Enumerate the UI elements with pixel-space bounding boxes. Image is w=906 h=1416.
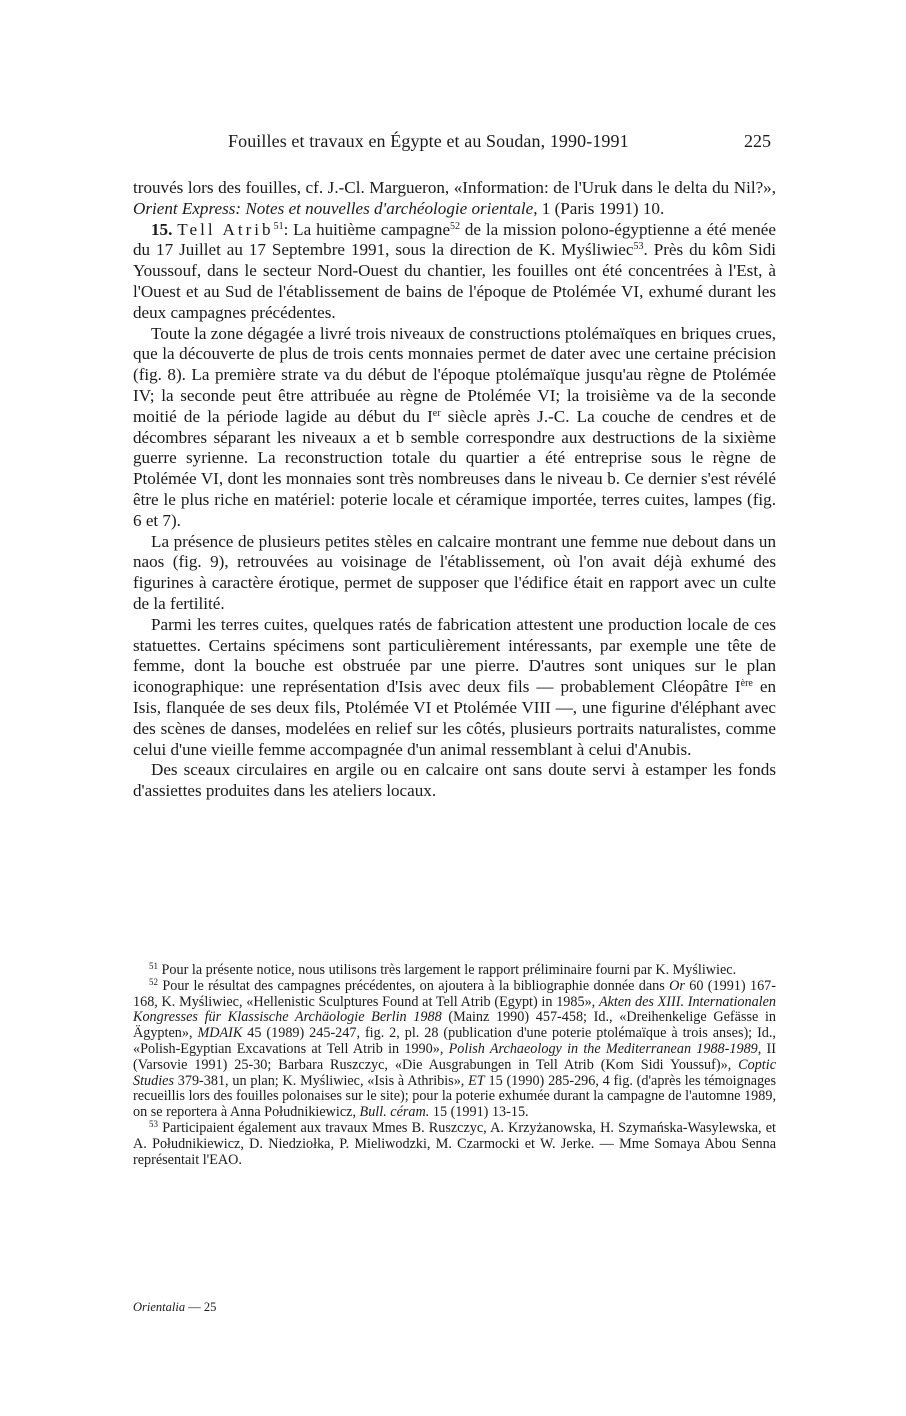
footnote-number: 51 — [149, 961, 158, 971]
running-header-title: Fouilles et travaux en Égypte et au Soudan, 1990-1991 — [228, 131, 629, 151]
footnotes — [133, 963, 776, 1168]
paragraph-continuation — [133, 178, 776, 220]
footnote-ref-53: 53 — [633, 241, 644, 253]
footnote-text: (Mainz 1990) 457-458; Id., «Dreihenkelige Gefässe in Ägypten», — [133, 1009, 776, 1042]
footnote-ref-52: 52 — [450, 220, 461, 232]
footnote-text: 15 (1990) 285-296, 4 fig. (d'après les témoignages recueillis lors des fouilles polonaises sur le site); pour la poterie exhumée durant la campagne de l'automne 1989, on se reportera à Anna Południkiewicz, — [133, 1072, 776, 1121]
citation-title: ET — [468, 1072, 485, 1089]
footnote-text: Pour le résultat des campagnes précédentes, on ajoutera à la bibliographie donnée dans — [158, 977, 670, 994]
footnote-number: 52 — [149, 976, 158, 987]
citation-title: Orient Express: Notes et nouvelles d'archéologie orientale — [133, 198, 534, 218]
footer-separator: — — [185, 1300, 204, 1314]
citation-title: Coptic Studies — [133, 1056, 776, 1089]
text-run: : La huitième campagne — [283, 219, 451, 239]
paragraph-zone-degagee — [133, 324, 776, 532]
page-footer — [133, 1300, 216, 1315]
citation-title: Or — [669, 977, 685, 994]
footnote-52 — [133, 976, 777, 1121]
ordinal-suffix: ère — [740, 678, 753, 690]
footnote-ref-51: 51 — [273, 220, 284, 232]
text-run: en Isis, flanquée de ses deux fils, Ptolémée VI et Ptolémée VIII —, une figurine d'éléphant avec des scènes de danses, modelées en relief sur les côtés, plusieurs portraits naturalistes, comme celui d'une vieille femme accompagnée d'un animal ressemblant à celui d'Anubis. — [133, 677, 776, 759]
footnote-53 — [133, 1118, 776, 1168]
footnote-text: 15 (1991) 13-15. — [429, 1104, 529, 1121]
footnote-text: 45 (1989) 245-247, fig. 2, pl. 28 (publication d'une poterie ptolémaïque à trois anses); Id., «Polish-Egyptian Excavations at Tell Atrib in 1990», — [133, 1025, 776, 1057]
citation-title: Akten des XIII. Internationalen Kongresses für Klassische Archäologie Berlin 1988 — [133, 993, 777, 1026]
text-run: trouvés lors des fouilles, cf. J.-Cl. Margueron, «Information: de l'Uruk dans le delta du Nil?», — [133, 178, 776, 197]
paragraph-steles: La présence de plusieurs petites stèles en calcaire montrant une femme nue debout dans un naos (fig. 9), retrouvées au voisinage de l'établissement, où l'on avait déjà exhumé des figurines à caractère érotique, permet de supposer que l'édifice était en rapport avec un culte de la fertilité. — [133, 531, 776, 613]
citation-title: Polish Archaeology in the Mediterranean 1988-1989 — [448, 1040, 758, 1057]
main-text — [133, 178, 776, 802]
text-run: Toute la zone dégagée a livré trois niveaux de constructions ptolémaïques en briques crues, que la découverte de plus de trois cents monnaies permet de dater avec une certaine précision (fig. 8). La première strate va du début de l'époque ptolémaïque jusqu'au règne de Ptolémée IV; la seconde peut être attribuée au règne de Ptolémée VI; la troisième va de la seconde moitié de la période lagide au début du I — [133, 323, 776, 426]
text-run: Parmi les terres cuites, quelques ratés de fabrication attestent une production locale de ces statuettes. Certains spécimens sont particulièrement intéressants, par exemple une tête de femme, dont la bouche est obstruée par une pierre. D'autres sont uniques sur le plan iconographique: une représentation d'Isis avec deux fils — probablement Cléopâtre I — [133, 614, 776, 697]
site-name: Tell Atrib — [177, 219, 274, 239]
text-run: . Près du kôm Sidi Youssouf, dans le secteur Nord-Ouest du chantier, les fouilles ont été concentrées à l'Est, à l'Ouest et au Sud de l'établissement de bains de l'époque de Ptolémée VI, exhumé durant les deux campagnes précédentes. — [133, 240, 777, 322]
paragraph-sceaux: Des sceaux circulaires en argile ou en calcaire ont sans doute servi à estamper les fonds d'assiettes produites dans les ateliers locaux. — [133, 760, 776, 801]
footnote-number: 53 — [149, 1118, 158, 1129]
signature-number: 25 — [203, 1300, 217, 1314]
ordinal-suffix: er — [432, 407, 441, 419]
citation-title: MDAIK — [197, 1025, 243, 1042]
text-run: , 1 (Paris 1991) 10. — [533, 198, 665, 218]
paragraph-terres-cuites — [133, 615, 776, 761]
text-run: de la mission polono-égyptienne a été menée du 17 Juillet au 17 Septembre 1991, sous la direction de K. Myśliwiec — [133, 219, 776, 260]
page-number: 225 — [744, 131, 771, 151]
section-number: 15. — [151, 219, 173, 239]
footnote-text: Pour la présente notice, nous utilisons très largement le rapport préliminaire fourni par K. Myśliwiec. — [158, 962, 737, 978]
footnote-text: 379-381, un plan; K. Myśliwiec, «Isis à Athribis», — [173, 1072, 469, 1089]
footnote-text: Participaient également aux travaux Mmes B. Ruszczyc, A. Krzyżanowska, H. Szymańska-Wasylewska, et A. Południkiewicz, D. Niedziołka, P. Mieliwodzki, M. Czarmocki et W. Jerke. — Mme Somaya Abou Senna représentait l'EAO. — [133, 1119, 776, 1168]
footnote-text: 60 (1991) 167-168, K. Myśliwiec, «Hellenistic Sculptures Found at Tell Atrib (Egypt) in 1985», — [133, 977, 776, 1010]
footnote-51 — [133, 963, 776, 979]
journal-name: Orientalia — [133, 1300, 186, 1314]
section-15-paragraph — [133, 220, 776, 324]
citation-title: Bull. céram. — [359, 1104, 430, 1121]
footnote-text: , II (Varsovie 1991) 25-30; Barbara Ruszczyc, «Die Ausgrabungen in Tell Atrib (Kom Sidi Youssuf)», — [133, 1040, 776, 1073]
text-run: siècle après J.-C. La couche de cendres et de décombres séparant les niveaux a et b semble correspondre aux destructions de la sixième guerre syrienne. La reconstruction totale du quartier a été entreprise sous le règne de Ptolémée VI, dont les monnaies sont très nombreuses dans le niveau b. Ce dernier s'est révélé être le plus riche en matériel: poterie locale et céramique importée, terres cuites, lampes (fig. 6 et 7). — [133, 406, 776, 530]
